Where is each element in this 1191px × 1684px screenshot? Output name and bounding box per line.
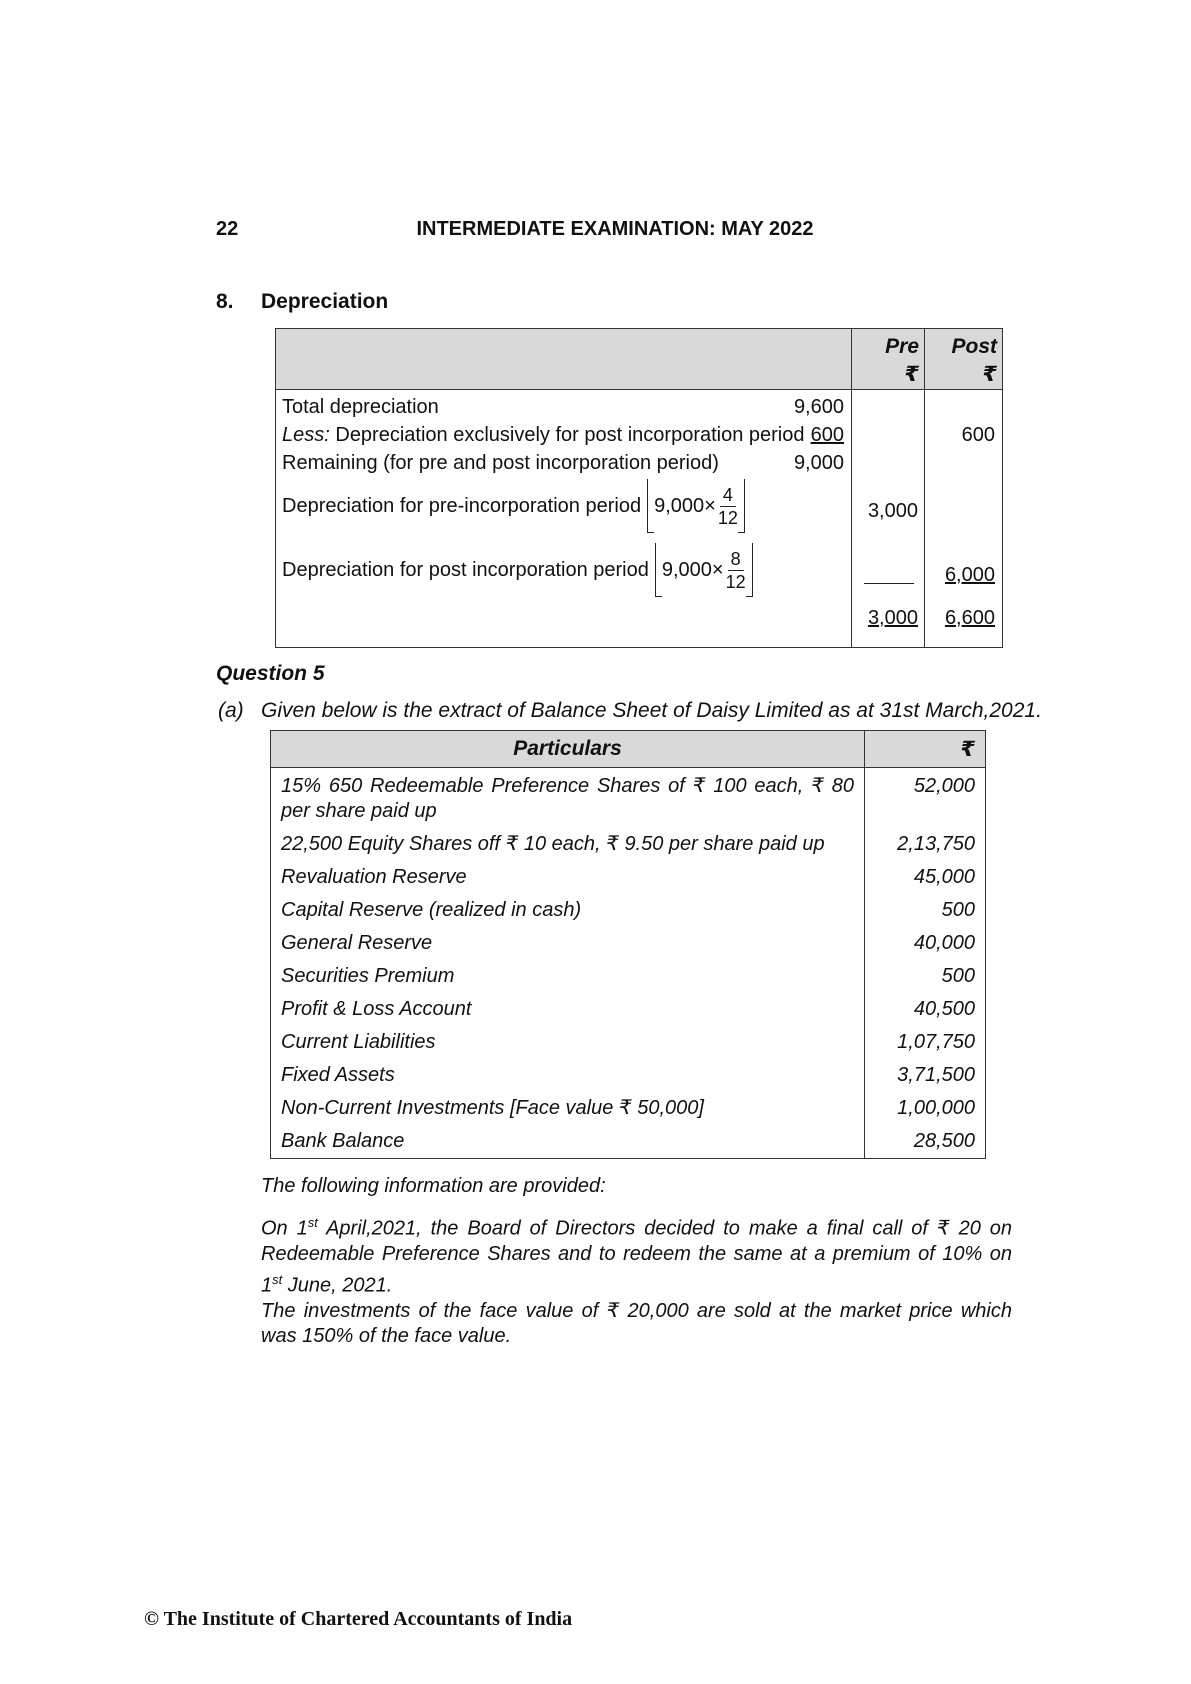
- info-lead: The following information are provided:: [261, 1175, 606, 1197]
- row-remaining-amount: 9,000: [793, 452, 844, 474]
- pre-formula: 9,000× $\frac{4}{12}$: [647, 479, 745, 533]
- row-particular: Revaluation Reserve: [271, 861, 865, 894]
- total-post: 6,600: [944, 607, 995, 629]
- post-formula: 9,000× $\frac{8}{12}$: [655, 543, 753, 597]
- blank-underline: [864, 583, 914, 584]
- column-divider: [851, 329, 852, 647]
- table-row: [271, 927, 986, 960]
- balance-sheet-table: [270, 730, 986, 1159]
- info-paragraph-1: On 1st April,2021, the Board of Directors decided to make a final call of ₹ 20 on Redeemable Preference Shares and to redeem the same at a premium of 10% on 1st June, 2021.: [261, 1215, 1013, 1297]
- row-particular: Profit & Loss Account: [271, 993, 865, 1026]
- row-amount: 1,07,750: [865, 1026, 986, 1059]
- row-amount: 2,13,750: [865, 828, 986, 861]
- row-post-amount: 6,000: [944, 564, 995, 586]
- row-particular: General Reserve: [271, 927, 865, 960]
- row-amount: 500: [865, 960, 986, 993]
- row-particular: Capital Reserve (realized in cash): [271, 894, 865, 927]
- header-amount: ₹: [865, 731, 986, 768]
- table-row: [271, 1059, 986, 1092]
- table-row: [271, 993, 986, 1026]
- section-number: 8.: [216, 290, 234, 313]
- row-amount: 500: [865, 894, 986, 927]
- row-less-label: Less: Depreciation exclusively for post incorporation period: [282, 424, 805, 446]
- header-particulars: Particulars: [271, 731, 865, 768]
- col-post-header: Post ₹: [951, 335, 997, 386]
- row-particular: 15% 650 Redeemable Preference Shares of ₹ 100 each, ₹ 80 per share paid up: [271, 768, 865, 829]
- row-amount: 3,71,500: [865, 1059, 986, 1092]
- table-row: [271, 894, 986, 927]
- question-title: Question 5: [216, 662, 325, 685]
- col-pre-header: Pre ₹: [885, 335, 919, 386]
- row-amount: 1,00,000: [865, 1092, 986, 1125]
- row-less-amount: 600: [810, 424, 844, 446]
- row-particular: Securities Premium: [271, 960, 865, 993]
- table-row: [271, 960, 986, 993]
- row-total-amount: 9,600: [793, 396, 844, 418]
- row-less-post: 600: [961, 424, 995, 446]
- row-amount: 45,000: [865, 861, 986, 894]
- table-row: [271, 768, 986, 829]
- row-particular: 22,500 Equity Shares off ₹ 10 each, ₹ 9.50 per share paid up: [271, 828, 865, 861]
- table-row: [271, 861, 986, 894]
- exam-title: INTERMEDIATE EXAMINATION: MAY 2022: [416, 218, 814, 240]
- row-pre-period: Depreciation for pre-incorporation period 9,000× $\frac{4}{12}$: [282, 479, 745, 533]
- row-total-label: Total depreciation: [282, 396, 439, 418]
- row-particular: Fixed Assets: [271, 1059, 865, 1092]
- info-paragraph-2: The investments of the face value of ₹ 20,000 are sold at the market price which was 150% of the face value.: [261, 1300, 1012, 1347]
- row-remaining-label: Remaining (for pre and post incorporation period): [282, 452, 719, 474]
- row-post-period: Depreciation for post incorporation period 9,000× $\frac{8}{12}$: [282, 543, 753, 597]
- table-row: [271, 1026, 986, 1059]
- footer-copyright: © The Institute of Chartered Accountants of India: [144, 1608, 573, 1630]
- table-row: [271, 1125, 986, 1159]
- table-row: [271, 1092, 986, 1125]
- question-part-label: (a): [218, 699, 244, 722]
- row-particular: Non-Current Investments [Face value ₹ 50,000]: [271, 1092, 865, 1125]
- table-row: [271, 828, 986, 861]
- row-amount: 40,500: [865, 993, 986, 1026]
- column-divider: [924, 329, 925, 647]
- row-pre-amount: 3,000: [867, 500, 918, 522]
- total-pre: 3,000: [867, 607, 918, 629]
- row-amount: 40,000: [865, 927, 986, 960]
- row-particular: Current Liabilities: [271, 1026, 865, 1059]
- page-number: 22: [216, 218, 239, 240]
- row-amount: 28,500: [865, 1125, 986, 1159]
- row-amount: 52,000: [865, 768, 986, 829]
- depreciation-table: [275, 328, 1003, 648]
- question-intro: Given below is the extract of Balance Sheet of Daisy Limited as at 31st March,2021.: [261, 699, 1042, 722]
- row-particular: Bank Balance: [271, 1125, 865, 1159]
- section-title: Depreciation: [261, 290, 389, 313]
